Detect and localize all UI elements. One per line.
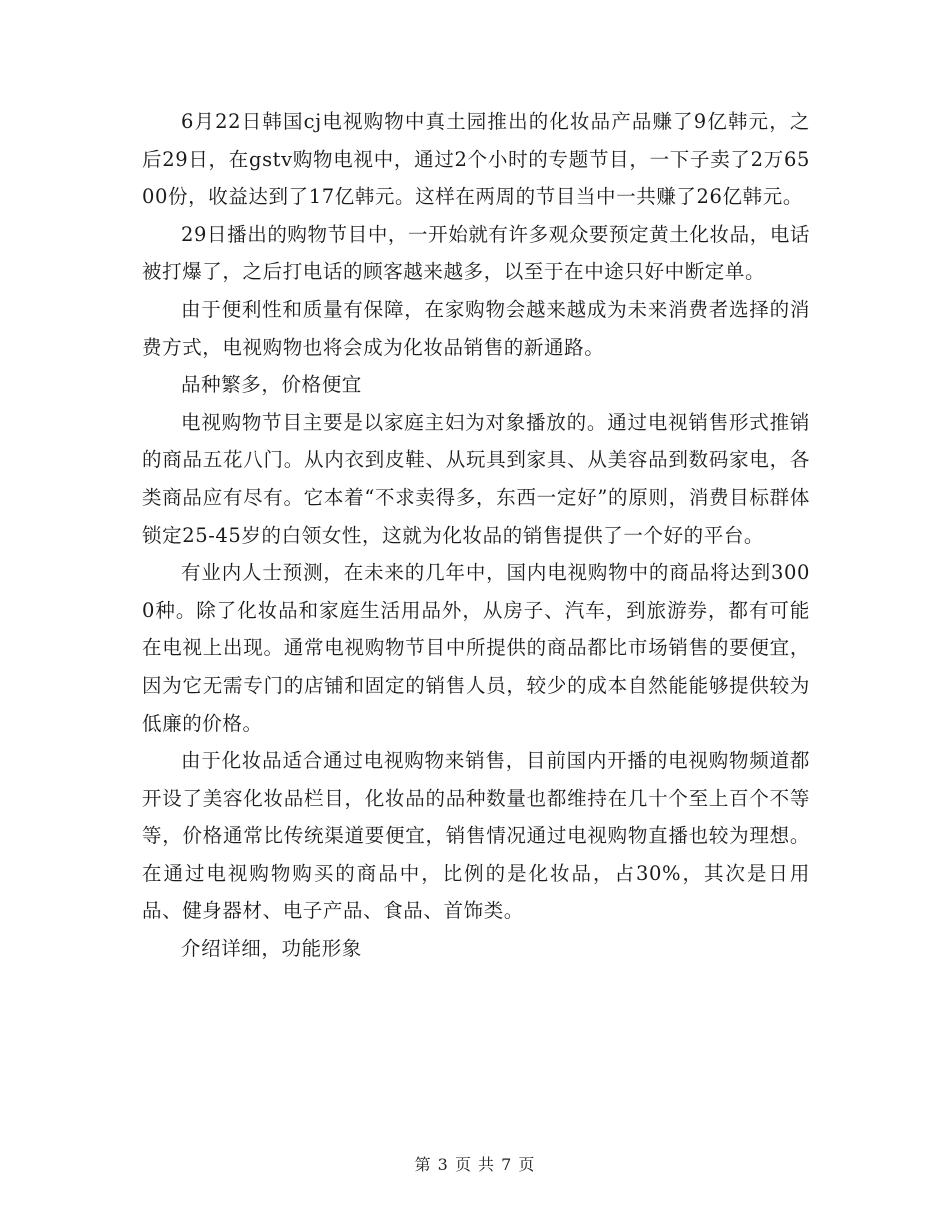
section-heading-details-function: 介绍详细，功能形象	[181, 937, 362, 961]
page-footer: 第 3 页 共 7 页	[414, 1155, 536, 1174]
paragraph-2: 29日播出的购物节目中，一开始就有许多观众要预定黄土化妆品，电话被打爆了，之后打电话的顾客越来越多，以至于在中途只好中断定单。	[142, 222, 811, 284]
paragraph-4: 电视购物节目主要是以家庭主妇为对象播放的。通过电视销售形式推销的商品五花八门。从内衣到皮鞋、从玩具到家具、从美容品到数码家电，各类商品应有尽有。它本着“不求卖得多，东西一定好”的原则，消费目标群体锁定25-45岁的白领女性，这就为化妆品的销售提供了一个好的平台。	[142, 410, 810, 547]
paragraph-5: 有业内人士预测，在未来的几年中，国内电视购物中的商品将达到3000种。除了化妆品和家庭生活用品外，从房子、汽车，到旅游券，都有可能在电视上出现。通常电视购物节目中所提供的商品都比市场销售的要便宜，因为它无需专门的店铺和固定的销售人员，较少的成本自然能能够提供较为低廉的价格。	[142, 561, 810, 735]
section-heading-variety-price: 品种繁多，价格便宜	[181, 373, 362, 397]
paragraph-3: 由于便利性和质量有保障，在家购物会越来越成为未来消费者选择的消费方式，电视购物也将会成为化妆品销售的新通路。	[142, 297, 810, 359]
document-body	[142, 103, 810, 968]
paragraph-1: 6月22日韩国cj电视购物中真土园推出的化妆品产品赚了9亿韩元，之后29日，在gstv购物电视中，通过2个小时的专题节目，一下子卖了2万6500份，收益达到了17亿韩元。这样在两周的节目当中一共赚了26亿韩元。	[142, 110, 810, 209]
paragraph-6: 由于化妆品适合通过电视购物来销售，目前国内开播的电视购物频道都开设了美容化妆品栏目，化妆品的品种数量也都维持在几十个至上百个不等等，价格通常比传统渠道要便宜，销售情况通过电视购物直播也较为理想。在通过电视购物购买的商品中，比例的是化妆品，占30%，其次是日用品、健身器材、电子产品、食品、首饰类。	[142, 749, 810, 923]
